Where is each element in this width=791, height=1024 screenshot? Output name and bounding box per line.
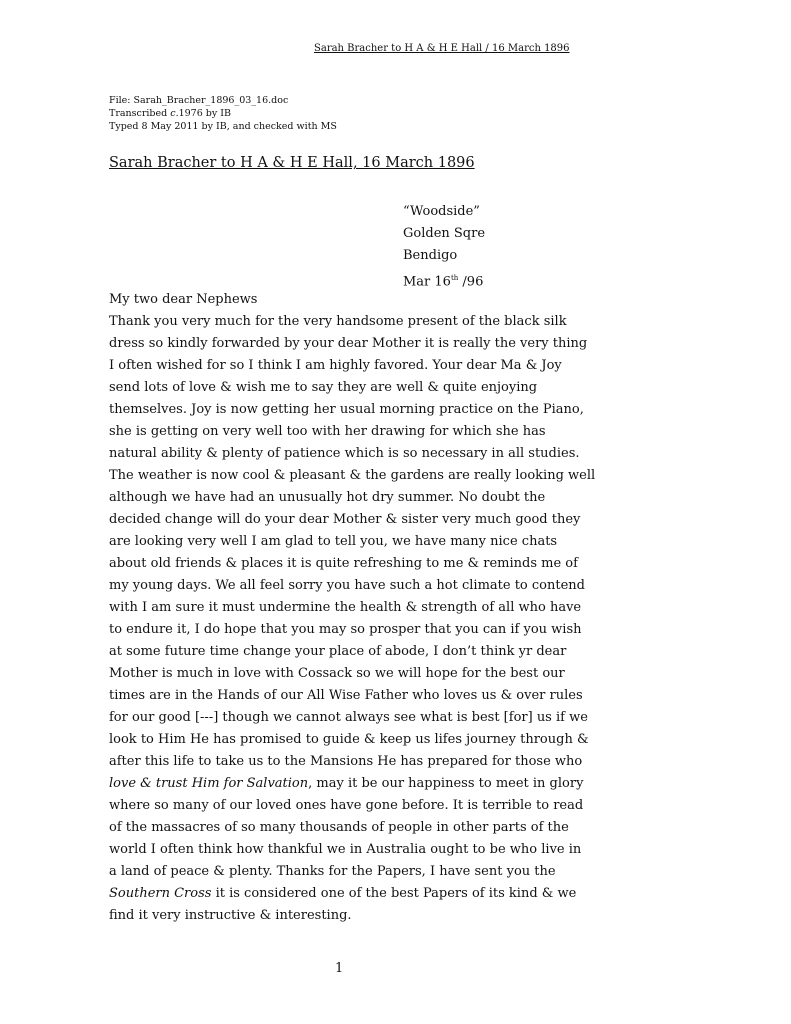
body-line: she is getting on very well too with her drawing for which she has — [109, 424, 546, 439]
body-line: send lots of love & wish me to say they are well & quite enjoying — [109, 380, 538, 395]
body-line: with I am sure it must undermine the health & strength of all who have — [109, 600, 582, 615]
body-line: decided change will do your dear Mother & sister very much good they — [109, 512, 581, 527]
body-line: world I often think how thankful we in Australia ought to be who live in — [109, 842, 582, 857]
page-number: 1 — [335, 961, 344, 976]
body-line: Thank you very much for the very handsome present of the black silk — [109, 314, 567, 329]
body-line: a land of peace & plenty. Thanks for the Papers, I have sent you the — [109, 864, 556, 879]
body-line: although we have had an unusually hot dry summer. No doubt the — [109, 490, 546, 505]
body-line: after this life to take us to the Mansions He has prepared for those who — [109, 754, 583, 769]
body-line: about old friends & places it is quite refreshing to me & reminds me of — [109, 556, 578, 571]
file-name-line: File: Sarah_Bracher_1896_03_16.doc — [109, 95, 289, 106]
body-line: Southern Cross it is considered one of the best Papers of its kind & we — [109, 886, 577, 901]
running-header: Sarah Bracher to H A & H E Hall / 16 March 1896 — [314, 43, 570, 54]
body-line: love & trust Him for Salvation, may it be our happiness to meet in glory — [109, 776, 584, 791]
body-line: times are in the Hands of our All Wise Father who loves us & over rules — [109, 688, 583, 703]
salutation: My two dear Nephews — [109, 292, 258, 307]
body-line: Mother is much in love with Cossack so we will hope for the best our — [109, 666, 565, 681]
body-line: are looking very well I am glad to tell you, we have many nice chats — [109, 534, 558, 549]
address-town: Bendigo — [403, 248, 458, 263]
document-title: Sarah Bracher to H A & H E Hall, 16 March 1896 — [109, 155, 475, 171]
letter-body — [109, 311, 596, 927]
transcribed-line: Transcribed c.1976 by IB — [109, 108, 231, 119]
body-line: my young days. We all feel sorry you have such a hot climate to contend — [109, 578, 585, 593]
body-line: at some future time change your place of abode, I don’t think yr dear — [109, 644, 567, 659]
body-line: find it very instructive & interesting. — [109, 908, 352, 923]
sender-address — [403, 201, 485, 293]
body-line: of the massacres of so many thousands of people in other parts of the — [109, 820, 569, 835]
body-line: where so many of our loved ones have gone before. It is terrible to read — [109, 798, 584, 813]
body-line: natural ability & plenty of patience which is so necessary in all studies. — [109, 446, 580, 461]
letter-date: Mar 16th /96 — [403, 274, 484, 290]
body-line: themselves. Joy is now getting her usual morning practice on the Piano, — [109, 402, 584, 417]
body-line: I often wished for so I think I am highly favored. Your dear Ma & Joy — [109, 358, 562, 373]
address-street: Golden Sqre — [403, 226, 486, 241]
body-line: dress so kindly forwarded by your dear Mother it is really the very thing — [109, 336, 588, 351]
body-line: for our good [---] though we cannot always see what is best [for] us if we — [109, 710, 588, 725]
address-house: “Woodside” — [403, 204, 480, 219]
file-metadata — [109, 94, 337, 133]
body-line: look to Him He has promised to guide & keep us lifes journey through & — [109, 732, 589, 747]
body-line: to endure it, I do hope that you may so prosper that you can if you wish — [109, 622, 582, 637]
typed-line: Typed 8 May 2011 by IB, and checked with MS — [109, 121, 337, 132]
body-line: The weather is now cool & pleasant & the gardens are really looking well — [109, 468, 596, 483]
